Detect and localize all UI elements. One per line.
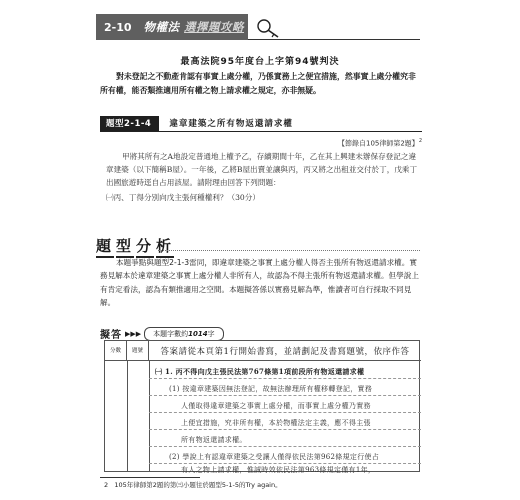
question-number-column-header: 題號 xyxy=(127,341,149,361)
analysis-body: 本題爭點與題型2-1-3雷同，即違章建築之事實上處分權人得否主張所有物返還請求權。實務見解本於違章建築之事實上處分權人非所有人，故認為不得主張所有物返還請求權。但學說上有肯定看法，認為有類推適用之空間。本題擬答係以實務見解為準，惟讀者可自行採取不同見解。 xyxy=(100,258,419,308)
book-title-emph: 選擇題攻略 xyxy=(184,20,245,34)
question-text: 甲將其所有之A地設定普通地上權予乙，存續期間十年，乙在其上興建未辦保存登記之違章建築（以下簡稱B屋）。一年後，乙將B屋出賣並讓與丙，丙又將之出租並交付於丁，戊乘丁出國旅遊時逕自占用該屋。請附理由回答下列問題： xyxy=(106,152,418,187)
question-block xyxy=(106,150,418,204)
analysis-title-char: 題 xyxy=(96,235,114,258)
footnote-rule xyxy=(100,477,200,478)
header-tab xyxy=(96,14,248,40)
answer-heading xyxy=(100,326,224,341)
analysis-title-char: 分 xyxy=(136,235,154,258)
ruled-line xyxy=(149,429,421,430)
ruled-line xyxy=(149,412,421,413)
footnote-text: 105年律師第2題的第㈢小題往於題型5-1-5的Try again。 xyxy=(114,481,282,489)
case-title: 最高法院95年度台上字第94號判決 xyxy=(180,57,340,67)
book-title-prefix: 物權法 xyxy=(143,20,180,34)
answer-line: (2) 學說上有認違章建築之受讓人僅得依民法第962條規定行使占 xyxy=(169,453,380,461)
page-number: 2-10 xyxy=(104,20,132,34)
footnote xyxy=(104,480,282,489)
analysis-title-char: 析 xyxy=(156,235,174,258)
topic-number: 題型2-1-4 xyxy=(100,116,159,131)
sheet-instruction: 答案請從本頁第1行開始書寫，並請劃記及書寫題號，依序作答 xyxy=(149,341,421,361)
running-header xyxy=(96,14,420,40)
answer-sheet xyxy=(104,340,420,472)
footnote-ref: 2 xyxy=(418,138,422,144)
answer-line: ㈠ 1. 丙不得向戊主張民法第767條第1項前段所有物返還請求權 xyxy=(155,367,365,376)
ruled-line xyxy=(149,446,421,447)
exam-source: 【節錄自105律師第2題】$^2$ xyxy=(337,138,422,148)
answer-line: 有人之物上請求權，惟誠時效依民法第963條規定僅有1年， xyxy=(181,466,376,474)
case-body: 對未登記之不動產肯認有事實上處分權，乃係實務上之便宜措施，然事實上處分權究非所有權，能否類推適用所有權之物上請求權之規定，亦非無疑。 xyxy=(100,72,416,95)
footnote-number: 2 xyxy=(104,481,109,489)
answer-line: 所有物返還請求權。 xyxy=(181,436,247,444)
ruled-line xyxy=(149,378,421,379)
answer-line: 上便宜措施，究非所有權，本於物權法定主義，應不得主張 xyxy=(181,419,371,427)
sub-question: ㈠丙、丁得分別向戊主張何種權利？（30分） xyxy=(106,193,260,202)
answer-line: 人僅取得違章建築之事實上處分權，而事實上處分權乃實務 xyxy=(181,402,371,410)
topic-heading xyxy=(100,118,422,132)
magnifier-key-icon xyxy=(252,17,282,39)
book-title xyxy=(144,19,245,35)
column-divider xyxy=(127,361,128,471)
analysis-title-char: 型 xyxy=(116,235,134,258)
answer-line: (1) 按違章建築因無法登記，故無法辦理所有權移轉登記，實務 xyxy=(169,385,373,393)
analysis-heading xyxy=(96,235,176,258)
arrows-icon: ▶▶▶ xyxy=(125,329,142,338)
score-column-header: 分數 xyxy=(105,341,127,361)
ruled-line xyxy=(149,395,421,396)
topic-name: 違章建築之所有物返還請求權 xyxy=(169,119,293,129)
ruled-line xyxy=(149,463,421,464)
analysis-divider xyxy=(158,250,420,251)
answer-label: 擬答 xyxy=(100,330,122,341)
word-limit-badge: 本題字數約1014字 xyxy=(144,327,223,341)
